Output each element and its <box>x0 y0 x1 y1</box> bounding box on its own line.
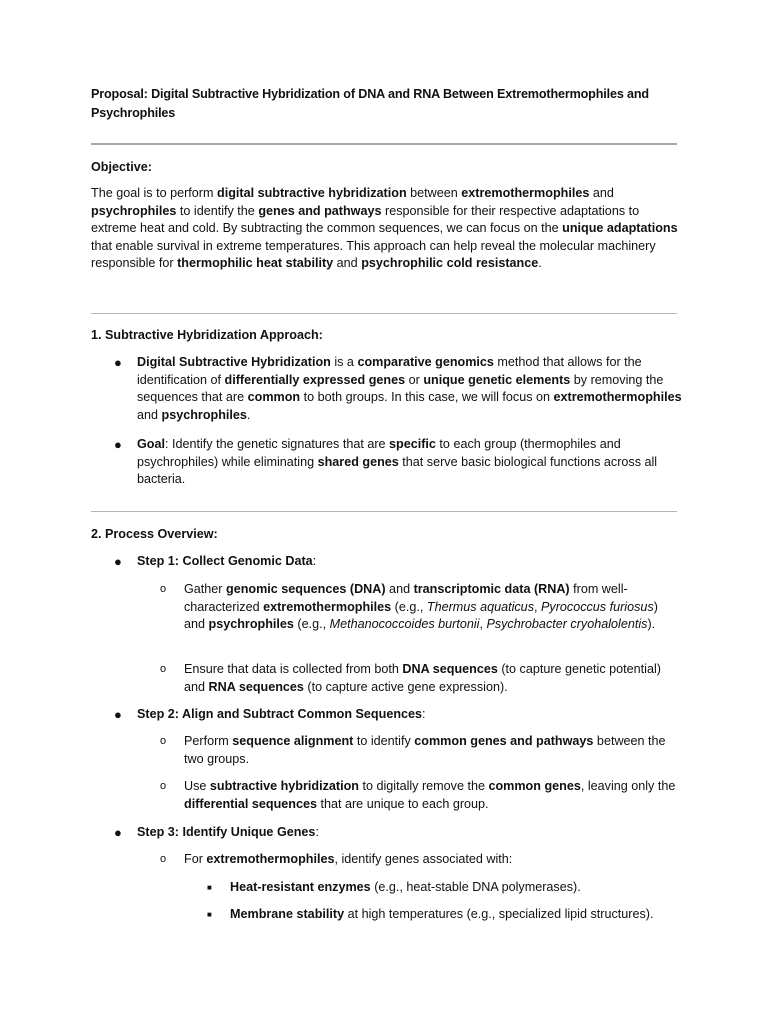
step-3-heading <box>137 824 682 842</box>
bold-text: differentially expressed genes <box>224 372 406 387</box>
bullet-circle-icon: o <box>160 663 167 675</box>
bullet-circle-icon: o <box>160 583 167 595</box>
text-run: Gather <box>184 582 226 596</box>
text-run: to identify the <box>176 203 259 218</box>
text-run: . <box>538 256 542 271</box>
text-run: at high temperatures (e.g., specialized lipid structures). <box>344 907 654 921</box>
bold-text: genomic sequences (DNA) <box>226 582 386 596</box>
text-run: and <box>333 256 362 271</box>
section-2-heading: 2. Process Overview: <box>91 527 218 541</box>
list-item <box>230 879 682 897</box>
objective-heading: Objective: <box>91 160 152 174</box>
text-run: or <box>405 372 424 387</box>
section-divider <box>91 511 677 512</box>
text-run: (e.g., <box>293 617 330 632</box>
bold-text: transcriptomic data (RNA) <box>413 582 570 596</box>
text-run: : <box>422 707 426 721</box>
text-run: : <box>315 825 319 839</box>
text-run: , leaving only the <box>580 779 676 793</box>
bullet-circle-icon: o <box>160 780 167 792</box>
bullet-circle-icon: o <box>160 735 167 747</box>
italic-text: Thermus aquaticus <box>426 599 534 614</box>
bullet-disc-icon: ● <box>114 437 122 452</box>
bold-text: thermophilic heat stability <box>177 256 334 271</box>
text-run: The goal is to perform <box>91 186 217 200</box>
bold-text: subtractive hybridization <box>209 779 359 793</box>
bold-text: shared genes <box>317 454 399 469</box>
text-run: that are unique to each group. <box>316 796 489 811</box>
section-1-heading: 1. Subtractive Hybridization Approach: <box>91 328 323 342</box>
text-run: between the two groups. <box>184 734 666 766</box>
objective-paragraph <box>91 185 681 273</box>
bold-text: Step 1: Collect Genomic Data <box>137 554 313 568</box>
bold-text: comparative genomics <box>357 355 494 369</box>
text-run: to digitally remove the <box>358 779 489 793</box>
list-item <box>137 436 682 489</box>
list-item <box>184 851 680 869</box>
bold-text: genes and pathways <box>258 203 382 218</box>
bold-text: Membrane stability <box>230 907 345 921</box>
bold-text: common genes and pathways <box>414 734 594 748</box>
bold-text: psychrophilic cold resistance <box>361 256 539 271</box>
text-run: is a <box>330 355 358 369</box>
text-run: that serve basic biological functions across all bacteria. <box>137 454 658 487</box>
text-run: and <box>589 186 614 200</box>
bold-text: Heat-resistant enzymes <box>230 880 371 894</box>
text-run: by removing the sequences that are <box>137 372 664 405</box>
bold-text: extremothermophiles <box>461 186 590 200</box>
document-title: Proposal: Digital Subtractive Hybridization of DNA and RNA Between Extremothermophiles and Psychrophiles <box>91 87 649 120</box>
bold-text: Goal <box>137 437 165 451</box>
text-run: : Identify the genetic signatures that are <box>165 437 390 451</box>
text-run: that enable survival in extreme temperatures. This approach can help reveal the molecular machinery responsible for <box>91 238 656 271</box>
text-run: Perform <box>184 734 233 748</box>
bold-text: digital subtractive hybridization <box>217 186 407 200</box>
list-item <box>184 581 680 634</box>
bullet-disc-icon: ● <box>114 554 122 569</box>
text-run: For <box>184 852 207 866</box>
text-run: Use <box>184 779 210 793</box>
text-run: : <box>312 554 317 568</box>
bold-text: RNA sequences <box>208 679 304 694</box>
section-divider <box>91 313 677 314</box>
list-item <box>230 906 682 924</box>
italic-text: Psychrobacter cryohalolentis <box>486 617 648 632</box>
bullet-circle-icon: o <box>160 853 167 865</box>
text-run: ) and <box>184 599 658 632</box>
italic-text: Methanococcoides burtonii <box>329 617 480 632</box>
list-item <box>137 354 682 424</box>
text-run: responsible for their respective adaptations to extreme heat and cold. By subtracting the common sequences, we can focus on the <box>91 203 640 236</box>
step-1-heading <box>137 553 682 571</box>
bold-text: specific <box>389 437 436 451</box>
bold-text: unique adaptations <box>562 221 678 236</box>
text-run: method that allows for the identification of <box>137 355 642 387</box>
text-run: (to capture active gene expression). <box>303 679 508 694</box>
list-item <box>184 661 680 696</box>
text-run: and <box>137 407 162 422</box>
bullet-disc-icon: ● <box>114 707 122 722</box>
bold-text: differential sequences <box>184 796 317 811</box>
step-2-heading <box>137 706 682 724</box>
bold-text: unique genetic elements <box>423 372 571 387</box>
list-item <box>184 778 680 813</box>
text-run: Ensure that data is collected from both <box>184 662 403 676</box>
bullet-disc-icon: ● <box>114 355 122 370</box>
bold-text: psychrophiles <box>208 617 294 632</box>
text-run: (e.g., <box>391 599 427 614</box>
bold-text: extremothermophiles <box>206 852 335 866</box>
italic-text: Pyrococcus furiosus <box>541 599 654 614</box>
text-run: , <box>479 617 487 632</box>
bold-text: Step 2: Align and Subtract Common Sequences <box>137 707 423 721</box>
bullet-disc-icon: ● <box>114 825 122 840</box>
title-divider <box>91 143 677 145</box>
bold-text: Digital Subtractive Hybridization <box>137 355 331 369</box>
list-item <box>184 733 680 768</box>
bullet-square-icon: ■ <box>207 883 212 892</box>
text-run: to identify <box>353 734 415 748</box>
bold-text: extremothermophiles <box>263 599 392 614</box>
bold-text: extremothermophiles <box>553 390 682 405</box>
bold-text: Step 3: Identify Unique Genes <box>137 825 316 839</box>
text-run: , <box>534 599 541 614</box>
text-run: between <box>406 186 462 200</box>
text-run: and <box>385 582 414 596</box>
text-run: , identify genes associated with: <box>334 852 513 866</box>
text-run: (e.g., heat-stable DNA polymerases). <box>370 880 581 894</box>
bold-text: sequence alignment <box>232 734 354 748</box>
bold-text: common genes <box>488 779 581 793</box>
text-run: . <box>246 407 251 422</box>
bold-text: psychrophiles <box>91 203 177 218</box>
bold-text: DNA sequences <box>402 662 498 676</box>
bullet-square-icon: ■ <box>207 910 212 919</box>
text-run: from well-characterized <box>184 582 628 614</box>
text-run: to each group (thermophiles and psychrophiles) while eliminating <box>137 437 621 469</box>
text-run: (to capture genetic potential) and <box>184 662 661 694</box>
bold-text: psychrophiles <box>161 407 247 422</box>
bold-text: common <box>247 390 301 405</box>
text-run: to both groups. In this case, we will focus on <box>300 390 554 405</box>
text-run: ). <box>647 617 656 632</box>
